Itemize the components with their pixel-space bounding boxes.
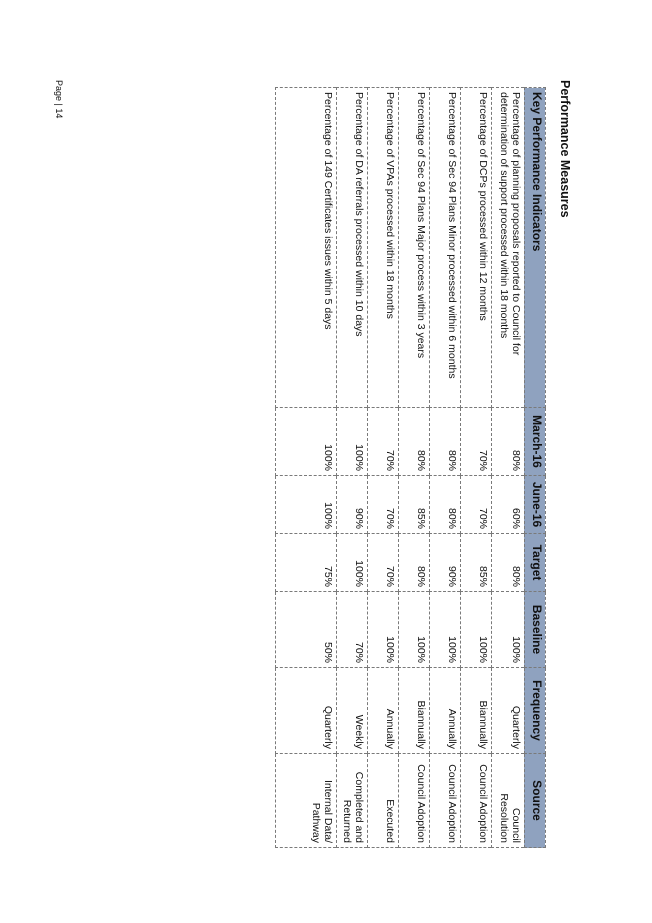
target-cell: 75% [276,534,337,592]
june16-cell: 90% [337,476,368,534]
header-frequency: Frequency [525,668,546,754]
june16-cell: 80% [430,476,461,534]
header-june-16: June-16 [525,476,546,534]
frequency-cell: Biannually [399,668,430,754]
header-kpi: Key Performance Indicators [525,88,546,408]
june16-cell: 85% [399,476,430,534]
frequency-cell: Quarterly [276,668,337,754]
source-cell: Council Adoption [461,754,492,848]
kpi-cell: Percentage of DCPs processed within 12 months [461,88,492,408]
header-target: Target [525,534,546,592]
june16-cell: 100% [276,476,337,534]
frequency-cell: Annually [368,668,399,754]
table-row [337,88,368,848]
kpi-cell: Percentage of Sec 94 Plans Minor processed within 6 months [430,88,461,408]
header-march-16: March-16 [525,408,546,476]
source-cell: Council Resolution [492,754,525,848]
target-cell: 85% [461,534,492,592]
source-cell: Council Adoption [430,754,461,848]
page-number: Page | 14 [54,80,64,119]
june16-cell: 70% [461,476,492,534]
table-row [368,88,399,848]
frequency-cell: Weekly [337,668,368,754]
table-row [430,88,461,848]
kpi-cell: Percentage of 149 Certificates issues within 5 days [276,88,337,408]
table-row [461,88,492,848]
target-cell: 90% [430,534,461,592]
target-cell: 70% [368,534,399,592]
baseline-cell: 70% [337,592,368,668]
march16-cell: 80% [492,408,525,476]
frequency-cell: Biannually [461,668,492,754]
source-cell: Internal Data/ Pathway [276,754,337,848]
target-cell: 80% [492,534,525,592]
march16-cell: 80% [430,408,461,476]
baseline-cell: 100% [368,592,399,668]
section-title: Performance Measures [558,80,572,218]
kpi-table [275,87,546,848]
table-header-row [525,88,546,848]
kpi-cell: Percentage of VPAs processed within 18 months [368,88,399,408]
source-cell: Executed [368,754,399,848]
baseline-cell: 100% [399,592,430,668]
march16-cell: 80% [399,408,430,476]
source-cell: Council Adoption [399,754,430,848]
march16-cell: 100% [337,408,368,476]
table-row [276,88,337,848]
march16-cell: 100% [276,408,337,476]
baseline-cell: 50% [276,592,337,668]
kpi-cell: Percentage of planning proposals reported to Council for determination of support processed within 18 months [492,88,525,408]
header-baseline: Baseline [525,592,546,668]
march16-cell: 70% [368,408,399,476]
kpi-cell: Percentage of Sec 94 Plans Major process within 3 years [399,88,430,408]
baseline-cell: 100% [492,592,525,668]
table-row [492,88,525,848]
june16-cell: 60% [492,476,525,534]
source-cell: Completed and Returned [337,754,368,848]
header-source: Source [525,754,546,848]
frequency-cell: Annually [430,668,461,754]
baseline-cell: 100% [461,592,492,668]
baseline-cell: 100% [430,592,461,668]
june16-cell: 70% [368,476,399,534]
table-row [399,88,430,848]
target-cell: 80% [399,534,430,592]
frequency-cell: Quarterly [492,668,525,754]
kpi-cell: Percentage of DA referrals processed within 10 days [337,88,368,408]
march16-cell: 70% [461,408,492,476]
target-cell: 100% [337,534,368,592]
